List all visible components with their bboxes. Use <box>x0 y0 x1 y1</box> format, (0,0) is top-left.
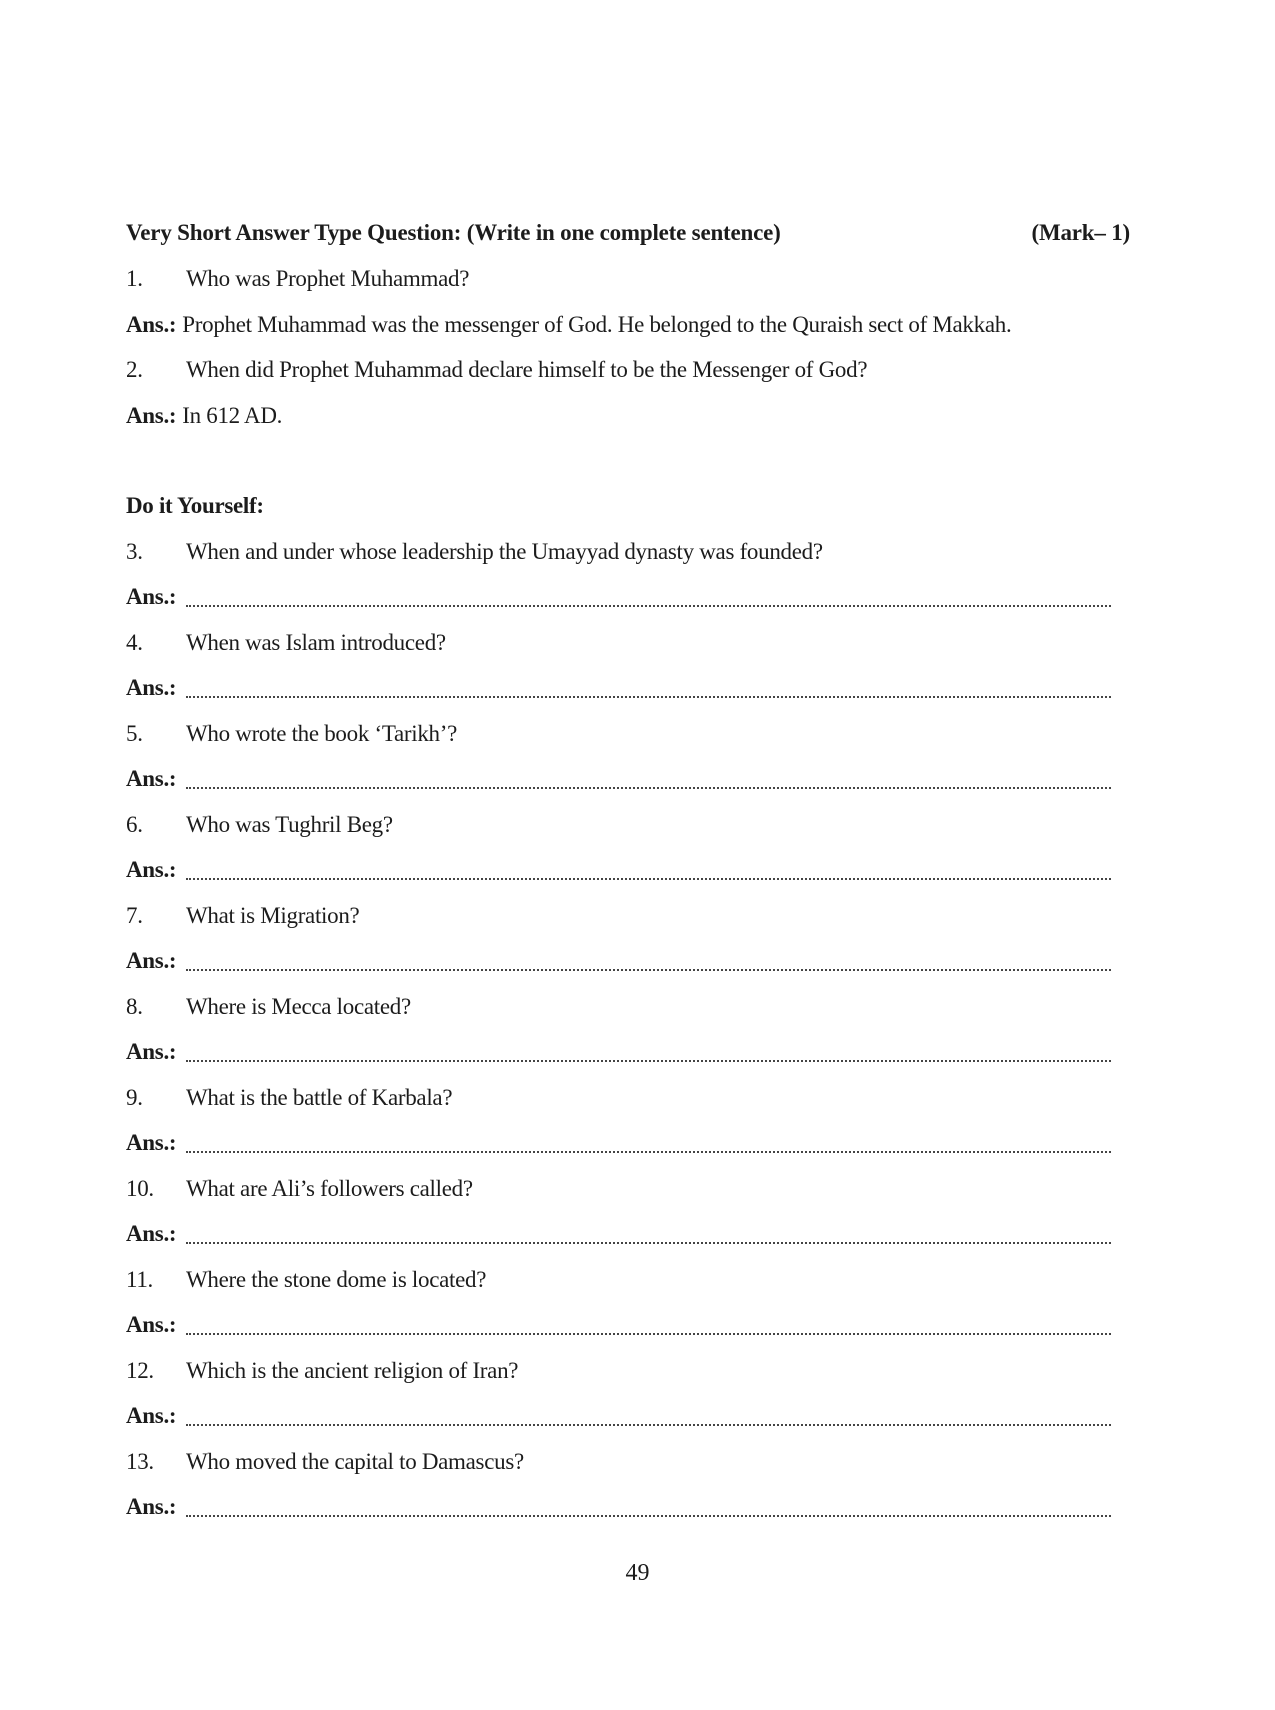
question-text: When and under whose leadership the Umayyad dynasty was founded? <box>186 538 823 564</box>
answer-line <box>126 302 1126 348</box>
question-text: Who wrote the book ‘Tarikh’? <box>186 720 458 746</box>
answer-line <box>126 1484 1126 1530</box>
answer-blank[interactable] <box>186 1333 1111 1335</box>
answer-line <box>126 1029 1126 1075</box>
practice-heading: Do it Yourself: <box>126 493 264 518</box>
answer-blank[interactable] <box>186 969 1111 971</box>
question-line <box>126 984 1126 1030</box>
section-header <box>126 210 1130 256</box>
answer-line <box>126 574 1126 620</box>
question-line <box>126 256 1126 302</box>
page-number: 49 <box>625 1560 650 1586</box>
section-title: Very Short Answer Type Question: (Write in one complete sentence) <box>126 220 781 245</box>
answer-blank[interactable] <box>186 1151 1111 1153</box>
question-line <box>126 529 1126 575</box>
question-text: Which is the ancient religion of Iran? <box>186 1357 519 1383</box>
question-number: 2. <box>126 357 143 382</box>
question-text: What is Migration? <box>186 902 360 928</box>
question-line <box>126 893 1126 939</box>
answer-label: Ans.: <box>126 1130 177 1155</box>
question-line <box>126 1166 1126 1212</box>
question-line <box>126 1439 1126 1485</box>
mark-label: (Mark– 1) <box>1031 220 1130 245</box>
answer-line <box>126 665 1126 711</box>
answer-label: Ans.: <box>126 1494 177 1519</box>
question-text: What are Ali’s followers called? <box>186 1175 473 1201</box>
answer-label: Ans.: <box>126 857 177 882</box>
question-line <box>126 1075 1126 1121</box>
answer-line <box>126 1302 1126 1348</box>
question-line <box>126 711 1126 757</box>
question-line <box>126 347 1126 393</box>
question-text: Who was Prophet Muhammad? <box>186 266 470 291</box>
answer-line <box>126 1120 1126 1166</box>
question-number: 10. <box>126 1175 154 1201</box>
question-text: What is the battle of Karbala? <box>186 1084 453 1110</box>
question-number: 5. <box>126 720 143 746</box>
question-line <box>126 620 1126 666</box>
answer-label: Ans.: <box>126 948 177 973</box>
answer-label: Ans.: <box>126 1039 177 1064</box>
page-content <box>126 210 1130 1530</box>
question-text: Where is Mecca located? <box>186 993 411 1019</box>
question-number: 3. <box>126 538 143 564</box>
answer-label: Ans.: <box>126 766 177 791</box>
answer-label: Ans.: <box>126 584 177 609</box>
answer-label: Ans.: <box>126 675 177 700</box>
answer-label: Ans.: <box>126 1312 177 1337</box>
question-text: Who moved the capital to Damascus? <box>186 1448 524 1474</box>
question-number: 4. <box>126 629 143 655</box>
answer-blank[interactable] <box>186 1424 1111 1426</box>
answer-blank[interactable] <box>186 1060 1111 1062</box>
answer-blank[interactable] <box>186 1515 1111 1517</box>
answer-blank[interactable] <box>186 1242 1111 1244</box>
answer-line <box>126 847 1126 893</box>
answer-blank[interactable] <box>186 878 1111 880</box>
question-text: Where the stone dome is located? <box>186 1266 487 1292</box>
answer-line <box>126 1211 1126 1257</box>
answer-label: Ans.: <box>126 1403 177 1428</box>
answer-text: Prophet Muhammad was the messenger of God. He belonged to the Quraish sect of Makkah. <box>182 311 1012 337</box>
answer-line <box>126 1393 1126 1439</box>
answer-label: Ans.: <box>126 402 177 428</box>
answer-label: Ans.: <box>126 1221 177 1246</box>
question-number: 7. <box>126 902 143 928</box>
practice-list <box>126 529 1126 1530</box>
question-number: 13. <box>126 1448 154 1474</box>
question-text: When did Prophet Muhammad declare himself to be the Messenger of God? <box>186 357 868 382</box>
question-line <box>126 1348 1126 1394</box>
question-line <box>126 1257 1126 1303</box>
answer-line <box>126 756 1126 802</box>
answer-blank[interactable] <box>186 787 1111 789</box>
question-number: 11. <box>126 1266 153 1292</box>
question-line <box>126 802 1126 848</box>
answer-label: Ans.: <box>126 311 177 337</box>
answer-text: In 612 AD. <box>182 402 283 428</box>
question-number: 6. <box>126 811 143 837</box>
answer-line <box>126 938 1126 984</box>
question-number: 9. <box>126 1084 143 1110</box>
question-number: 1. <box>126 266 143 291</box>
question-number: 8. <box>126 993 143 1019</box>
question-number: 12. <box>126 1357 154 1383</box>
question-text: When was Islam introduced? <box>186 629 446 655</box>
spacer <box>126 438 1126 483</box>
answer-blank[interactable] <box>186 696 1111 698</box>
question-text: Who was Tughril Beg? <box>186 811 393 837</box>
answer-line <box>126 393 1126 439</box>
answer-blank[interactable] <box>186 605 1111 607</box>
